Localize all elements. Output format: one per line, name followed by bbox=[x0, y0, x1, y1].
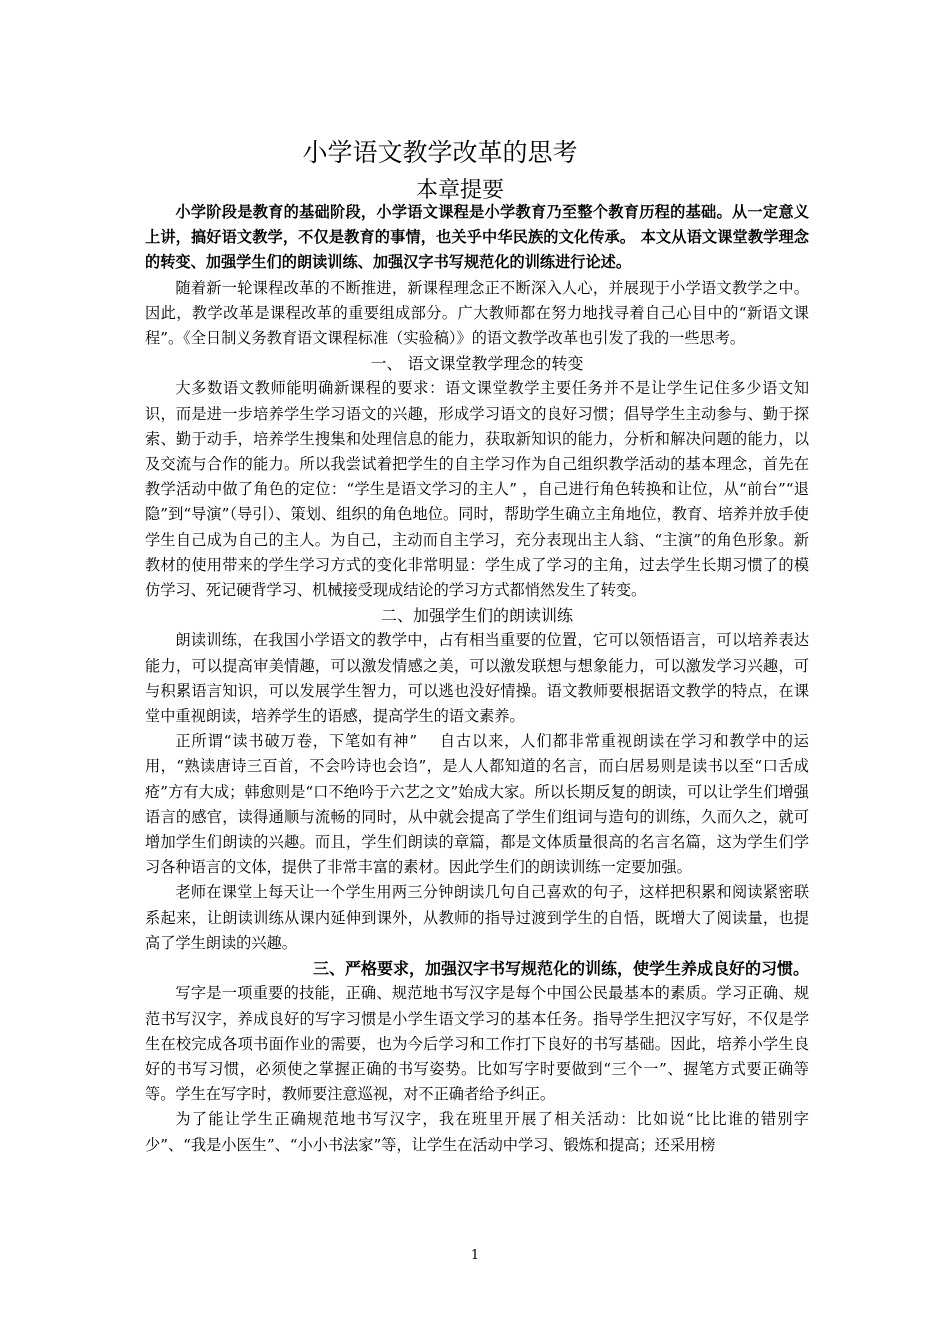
section-3-heading: 三、严格要求，加强汉字书写规范化的训练，使学生养成良好的习惯。 bbox=[312, 959, 809, 979]
section-3-paragraph-1: 写字是一项重要的技能，正确、规范地书写汉字是每个中国公民最基本的素质。学习正确、规范书写汉字，养成良好的写字习惯是小学生语文学习的基本任务。指导学生把汉字写好，不仅是学生在校完成各项书面作业的需要，也为今后学习和工作打下良好的书写基础。因此，培养小学生良好的书写习惯，必须使之掌握正确的书写姿势。比如写字时要做到“三个一”、握笔方式要正确等等。学生在写字时，教师要注意巡视，对不正确者给予纠正。 bbox=[145, 984, 809, 1104]
section-2-paragraph-2: 正所谓“读书破万卷，下笔如有神” 自古以来，人们都非常重视朗读在学习和教学中的运用，“熟读唐诗三百首，不会吟诗也会诌”，是人人都知道的名言，而白居易则是读书以至“口舌成疮”方有大成；韩愈则是“口不绝吟于六艺之文”始成大家。所以长期反复的朗读，可以让学生们增强语言的感官，读得通顺与流畅的同时，从中就会提高了学生们组词与造句的训练，久而久之，就可增加学生们朗读的兴趣。而且，学生们朗读的章篇，都是文体质量很高的名言名篇，这为学生们学习各种语言的文体，提供了非常丰富的素材。因此学生们的朗读训练一定要加强。 bbox=[145, 732, 809, 877]
section-1-heading: 一、 语文课堂教学理念的转变 bbox=[370, 354, 584, 374]
page-number: 1 bbox=[470, 1248, 480, 1263]
document-title: 小学语文教学改革的思考 bbox=[302, 138, 578, 167]
section-1-paragraph: 大多数语文教师能明确新课程的要求：语文课堂教学主要任务并不是让学生记住多少语文知识，而是进一步培养学生学习语文的兴趣，形成学习语文的良好习惯；倡导学生主动参与、勤于探索、勤于动手，培养学生搜集和处理信息的能力，获取新知识的能力，分析和解决问题的能力，以及交流与合作的能力。所以我尝试着把学生的自主学习作为自己组织教学活动的基本理念，首先在教学活动中做了角色的定位：“学生是语文学习的主人” ，自己进行角色转换和让位，从“前台”“退隐”到“导演”（导引）、策划、组织的角色地位。同时，帮助学生确立主角地位，教育、培养并放手使学生自己成为自己的主人。为自己，主动而自主学习，充分表现出主人翁、“主演”的角色形象。新教材的使用带来的学生学习方式的变化非常明显：学生成了学习的主角，过去学生长期习惯了的模仿学习、死记硬背学习、机械接受现成结论的学习方式都悄然发生了转变。 bbox=[145, 379, 809, 600]
section-2-heading: 二、加强学生们的朗读训练 bbox=[380, 606, 573, 626]
document-subtitle: 本章提要 bbox=[415, 178, 504, 203]
document-body bbox=[145, 200, 809, 1158]
section-2-paragraph-1: 朗读训练，在我国小学语文的教学中，占有相当重要的位置，它可以领悟语言，可以培养表达能力，可以提高审美情趣，可以激发情感之美，可以激发联想与想象能力，可以激发学习兴趣，可与积累语言知识，可以发展学生智力，可以逃也没好情操。语文教师要根据语文教学的特点，在课堂中重视朗读，培养学生的语感，提高学生的语文素养。 bbox=[145, 631, 809, 726]
section-2-paragraph-3: 老师在课堂上每天让一个学生用两三分钟朗读几句自己喜欢的句子，这样把积累和阅读紧密联系起来，让朗读训练从课内延伸到课外，从教师的指导过渡到学生的自悟，既增大了阅读量，也提高了学生朗读的兴趣。 bbox=[145, 883, 809, 952]
section-3-paragraph-2: 为了能让学生正确规范地书写汉字，我在班里开展了相关活动：比如说“比比谁的错别字少”、“我是小医生”、“小小书法家”等，让学生在活动中学习、锻炼和提高；还采用榜 bbox=[145, 1110, 809, 1154]
intro-paragraph: 随着新一轮课程改革的不断推进，新课程理念正不断深入人心，并展现于小学语文教学之中。因此，教学改革是课程改革的重要组成部分。广大教师都在努力地找寻着自己心目中的“新语文课程”。《全日制义务教育语文课程标准（实验稿）》的语文教学改革也引发了我的一些思考。 bbox=[145, 278, 809, 348]
abstract-paragraph: 小学阶段是教育的基础阶段，小学语文课程是小学教育乃至整个教育历程的基础。从一定意义上讲，搞好语文教学，不仅是教育的事情，也关乎中华民族的文化传承。 本文从语文课堂教学理念的转变、加强学生们的朗读训练、加强汉字书写规范化的训练进行论述。 bbox=[145, 203, 809, 272]
